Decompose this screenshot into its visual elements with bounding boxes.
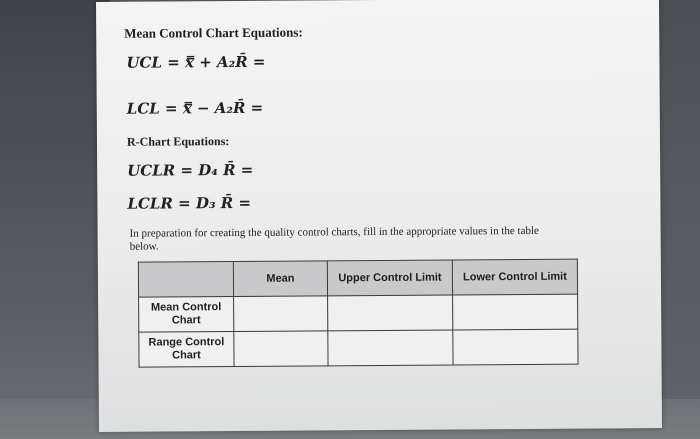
control-limits-table	[138, 259, 579, 368]
table-row	[139, 329, 578, 367]
table-header-ucl: Upper Control Limit	[327, 260, 452, 296]
row-label-range-control-chart: Range Control Chart	[139, 332, 234, 368]
worksheet-page	[96, 0, 662, 432]
instruction-text: In preparation for creating the quality control charts, fill in the appropriate values in the table below.	[129, 224, 539, 253]
mean-ucl-equation: UCL = x̿ + A₂R̄ =	[126, 52, 266, 72]
table-header-row	[138, 259, 577, 297]
cell-range-chart-mean[interactable]	[234, 331, 328, 367]
cell-mean-chart-lcl[interactable]	[453, 294, 578, 330]
table-header-blank	[138, 262, 233, 298]
table-header-lcl: Lower Control Limit	[452, 259, 577, 295]
mean-lcl-equation: LCL = x̿ − A₂R̄ =	[126, 98, 264, 118]
r-chart-equations-title: R-Chart Equations:	[126, 134, 230, 149]
range-ucl-equation: UCLR = D₄ R̄ =	[127, 160, 254, 180]
cell-range-chart-lcl[interactable]	[453, 329, 578, 365]
cell-range-chart-ucl[interactable]	[328, 330, 453, 366]
table-row	[139, 294, 578, 332]
row-label-mean-control-chart: Mean Control Chart	[139, 297, 234, 333]
background-desk-left	[0, 0, 110, 439]
cell-mean-chart-mean[interactable]	[234, 296, 328, 332]
table-header-mean: Mean	[233, 261, 327, 297]
cell-mean-chart-ucl[interactable]	[328, 295, 453, 331]
mean-chart-equations-title: Mean Control Chart Equations:	[124, 24, 303, 41]
range-lcl-equation: LCLR = D₃ R̄ =	[127, 193, 252, 213]
